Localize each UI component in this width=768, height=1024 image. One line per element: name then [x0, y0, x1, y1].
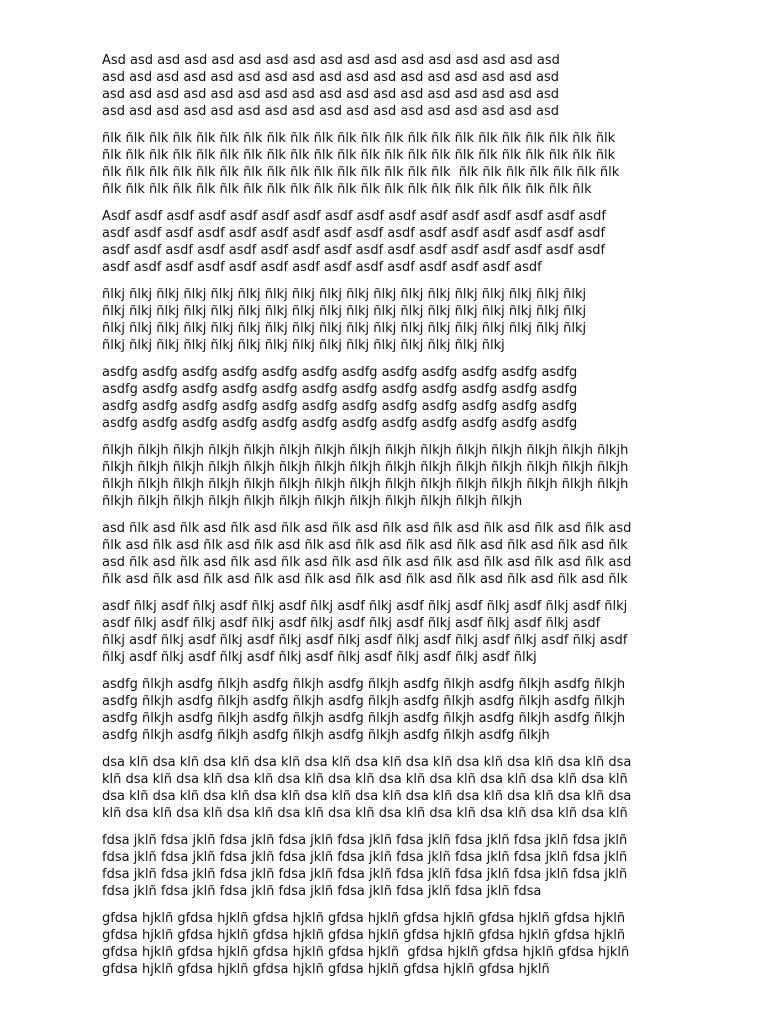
text-line: fdsa jklñ fdsa jklñ fdsa jklñ fdsa jklñ fdsa jklñ fdsa jklñ fdsa jklñ fdsa jklñ fdsa jklñ: [102, 850, 628, 865]
text-line: ñlkj ñlkj ñlkj ñlkj ñlkj ñlkj ñlkj ñlkj ñlkj ñlkj ñlkj ñlkj ñlkj ñlkj ñlkj: [102, 338, 505, 353]
text-line: asdfg ñlkjh asdfg ñlkjh asdfg ñlkjh asdfg ñlkjh asdfg ñlkjh asdfg ñlkjh: [102, 728, 550, 743]
text-line: ñlkj ñlkj ñlkj ñlkj ñlkj ñlkj ñlkj ñlkj ñlkj ñlkj ñlkj ñlkj ñlkj ñlkj ñlkj ñlkj ñlkj ñlkj: [102, 287, 587, 302]
text-line: asdfg asdfg asdfg asdfg asdfg asdfg asdfg asdfg asdfg asdfg asdfg asdfg: [102, 416, 578, 431]
text-paragraph: [102, 910, 702, 978]
text-paragraph: [102, 364, 702, 432]
text-line: dsa klñ dsa klñ dsa klñ dsa klñ dsa klñ dsa klñ dsa klñ dsa klñ dsa klñ dsa klñ dsa: [102, 755, 632, 770]
text-line: asdf ñlkj asdf ñlkj asdf ñlkj asdf ñlkj asdf ñlkj asdf ñlkj asdf ñlkj asdf ñlkj asdf: [102, 616, 601, 631]
text-line: ñlkj ñlkj ñlkj ñlkj ñlkj ñlkj ñlkj ñlkj ñlkj ñlkj ñlkj ñlkj ñlkj ñlkj ñlkj ñlkj ñlkj ñlkj: [102, 321, 587, 336]
text-line: klñ dsa klñ dsa klñ dsa klñ dsa klñ dsa klñ dsa klñ dsa klñ dsa klñ dsa klñ dsa klñ: [102, 806, 628, 821]
text-line: asdfg asdfg asdfg asdfg asdfg asdfg asdfg asdfg asdfg asdfg asdfg asdfg: [102, 382, 578, 397]
text-line: ñlkj asdf ñlkj asdf ñlkj asdf ñlkj asdf ñlkj asdf ñlkj asdf ñlkj asdf ñlkj: [102, 650, 537, 665]
text-line: asdfg asdfg asdfg asdfg asdfg asdfg asdfg asdfg asdfg asdfg asdfg asdfg: [102, 365, 578, 380]
text-line: asdfg ñlkjh asdfg ñlkjh asdfg ñlkjh asdfg ñlkjh asdfg ñlkjh asdfg ñlkjh asdfg ñlkjh: [102, 677, 626, 692]
text-line: ñlkj ñlkj ñlkj ñlkj ñlkj ñlkj ñlkj ñlkj ñlkj ñlkj ñlkj ñlkj ñlkj ñlkj ñlkj ñlkj ñlkj ñlkj: [102, 304, 587, 319]
text-paragraph: [102, 676, 702, 744]
text-line: asd ñlk asd ñlk asd ñlk asd ñlk asd ñlk asd ñlk asd ñlk asd ñlk asd ñlk asd ñlk asd: [102, 521, 632, 536]
text-line: ñlk ñlk ñlk ñlk ñlk ñlk ñlk ñlk ñlk ñlk ñlk ñlk ñlk ñlk ñlk ñlk ñlk ñlk ñlk ñlk ñlk ñlk: [102, 148, 616, 163]
text-line: asdf asdf asdf asdf asdf asdf asdf asdf asdf asdf asdf asdf asdf asdf asdf asdf: [102, 243, 606, 258]
text-line: dsa klñ dsa klñ dsa klñ dsa klñ dsa klñ dsa klñ dsa klñ dsa klñ dsa klñ dsa klñ dsa: [102, 789, 632, 804]
text-line: fdsa jklñ fdsa jklñ fdsa jklñ fdsa jklñ fdsa jklñ fdsa jklñ fdsa jklñ fdsa: [102, 884, 542, 899]
text-line: gfdsa hjklñ gfdsa hjklñ gfdsa hjklñ gfdsa hjklñ gfdsa hjklñ gfdsa hjklñ gfdsa hjklñ: [102, 928, 626, 943]
text-paragraph: [102, 598, 702, 666]
text-line: gfdsa hjklñ gfdsa hjklñ gfdsa hjklñ gfdsa hjklñ gfdsa hjklñ gfdsa hjklñ gfdsa hjklñ: [102, 911, 626, 926]
text-line: gfdsa hjklñ gfdsa hjklñ gfdsa hjklñ gfdsa hjklñ gfdsa hjklñ gfdsa hjklñ gfdsa hjklñ: [102, 945, 630, 960]
document-page: [102, 52, 702, 988]
text-line: asdf ñlkj asdf ñlkj asdf ñlkj asdf ñlkj asdf ñlkj asdf ñlkj asdf ñlkj asdf ñlkj asdf ñlkj: [102, 599, 628, 614]
text-paragraph: [102, 52, 702, 120]
text-line: gfdsa hjklñ gfdsa hjklñ gfdsa hjklñ gfdsa hjklñ gfdsa hjklñ gfdsa hjklñ: [102, 962, 550, 977]
text-line: asd asd asd asd asd asd asd asd asd asd asd asd asd asd asd asd asd: [102, 70, 559, 85]
text-line: ñlkj asdf ñlkj asdf ñlkj asdf ñlkj asdf ñlkj asdf ñlkj asdf ñlkj asdf ñlkj asdf ñlkj asdf: [102, 633, 628, 648]
text-paragraph: [102, 286, 702, 354]
text-paragraph: [102, 832, 702, 900]
text-line: ñlk ñlk ñlk ñlk ñlk ñlk ñlk ñlk ñlk ñlk ñlk ñlk ñlk ñlk ñlk ñlk ñlk ñlk ñlk ñlk ñlk ñlk: [102, 165, 620, 180]
text-line: ñlk ñlk ñlk ñlk ñlk ñlk ñlk ñlk ñlk ñlk ñlk ñlk ñlk ñlk ñlk ñlk ñlk ñlk ñlk ñlk ñlk ñlk: [102, 131, 616, 146]
text-line: ñlkjh ñlkjh ñlkjh ñlkjh ñlkjh ñlkjh ñlkjh ñlkjh ñlkjh ñlkjh ñlkjh ñlkjh ñlkjh ñlkjh ñlkjh: [102, 443, 629, 458]
text-line: asd ñlk asd ñlk asd ñlk asd ñlk asd ñlk asd ñlk asd ñlk asd ñlk asd ñlk asd ñlk asd: [102, 555, 632, 570]
text-line: fdsa jklñ fdsa jklñ fdsa jklñ fdsa jklñ fdsa jklñ fdsa jklñ fdsa jklñ fdsa jklñ fdsa jklñ: [102, 833, 628, 848]
text-line: ñlkjh ñlkjh ñlkjh ñlkjh ñlkjh ñlkjh ñlkjh ñlkjh ñlkjh ñlkjh ñlkjh ñlkjh ñlkjh ñlkjh ñlkjh: [102, 477, 629, 492]
text-line: asd asd asd asd asd asd asd asd asd asd asd asd asd asd asd asd asd: [102, 87, 559, 102]
text-line: asdf asdf asdf asdf asdf asdf asdf asdf asdf asdf asdf asdf asdf asdf asdf asdf: [102, 226, 606, 241]
text-line: asdfg asdfg asdfg asdfg asdfg asdfg asdfg asdfg asdfg asdfg asdfg asdfg: [102, 399, 578, 414]
text-line: Asdf asdf asdf asdf asdf asdf asdf asdf asdf asdf asdf asdf asdf asdf asdf asdf: [102, 209, 606, 224]
text-line: fdsa jklñ fdsa jklñ fdsa jklñ fdsa jklñ fdsa jklñ fdsa jklñ fdsa jklñ fdsa jklñ fdsa jklñ: [102, 867, 628, 882]
text-paragraph: [102, 442, 702, 510]
text-line: klñ dsa klñ dsa klñ dsa klñ dsa klñ dsa klñ dsa klñ dsa klñ dsa klñ dsa klñ dsa klñ: [102, 772, 628, 787]
text-line: asdfg ñlkjh asdfg ñlkjh asdfg ñlkjh asdfg ñlkjh asdfg ñlkjh asdfg ñlkjh asdfg ñlkjh: [102, 694, 626, 709]
text-line: ñlkjh ñlkjh ñlkjh ñlkjh ñlkjh ñlkjh ñlkjh ñlkjh ñlkjh ñlkjh ñlkjh ñlkjh ñlkjh ñlkjh ñlkjh: [102, 460, 629, 475]
text-line: asd asd asd asd asd asd asd asd asd asd asd asd asd asd asd asd asd: [102, 104, 559, 119]
text-paragraph: [102, 520, 702, 588]
text-line: ñlkjh ñlkjh ñlkjh ñlkjh ñlkjh ñlkjh ñlkjh ñlkjh ñlkjh ñlkjh ñlkjh ñlkjh: [102, 494, 523, 509]
text-paragraph: [102, 130, 702, 198]
text-paragraph: [102, 208, 702, 276]
text-line: ñlk asd ñlk asd ñlk asd ñlk asd ñlk asd ñlk asd ñlk asd ñlk asd ñlk asd ñlk asd ñlk: [102, 538, 628, 553]
text-paragraph: [102, 754, 702, 822]
text-line: ñlk ñlk ñlk ñlk ñlk ñlk ñlk ñlk ñlk ñlk ñlk ñlk ñlk ñlk ñlk ñlk ñlk ñlk ñlk ñlk ñlk: [102, 182, 592, 197]
text-line: ñlk asd ñlk asd ñlk asd ñlk asd ñlk asd ñlk asd ñlk asd ñlk asd ñlk asd ñlk asd ñlk: [102, 572, 628, 587]
text-line: asdf asdf asdf asdf asdf asdf asdf asdf asdf asdf asdf asdf asdf asdf: [102, 260, 542, 275]
text-line: Asd asd asd asd asd asd asd asd asd asd asd asd asd asd asd asd asd: [102, 53, 560, 68]
text-line: asdfg ñlkjh asdfg ñlkjh asdfg ñlkjh asdfg ñlkjh asdfg ñlkjh asdfg ñlkjh asdfg ñlkjh: [102, 711, 626, 726]
